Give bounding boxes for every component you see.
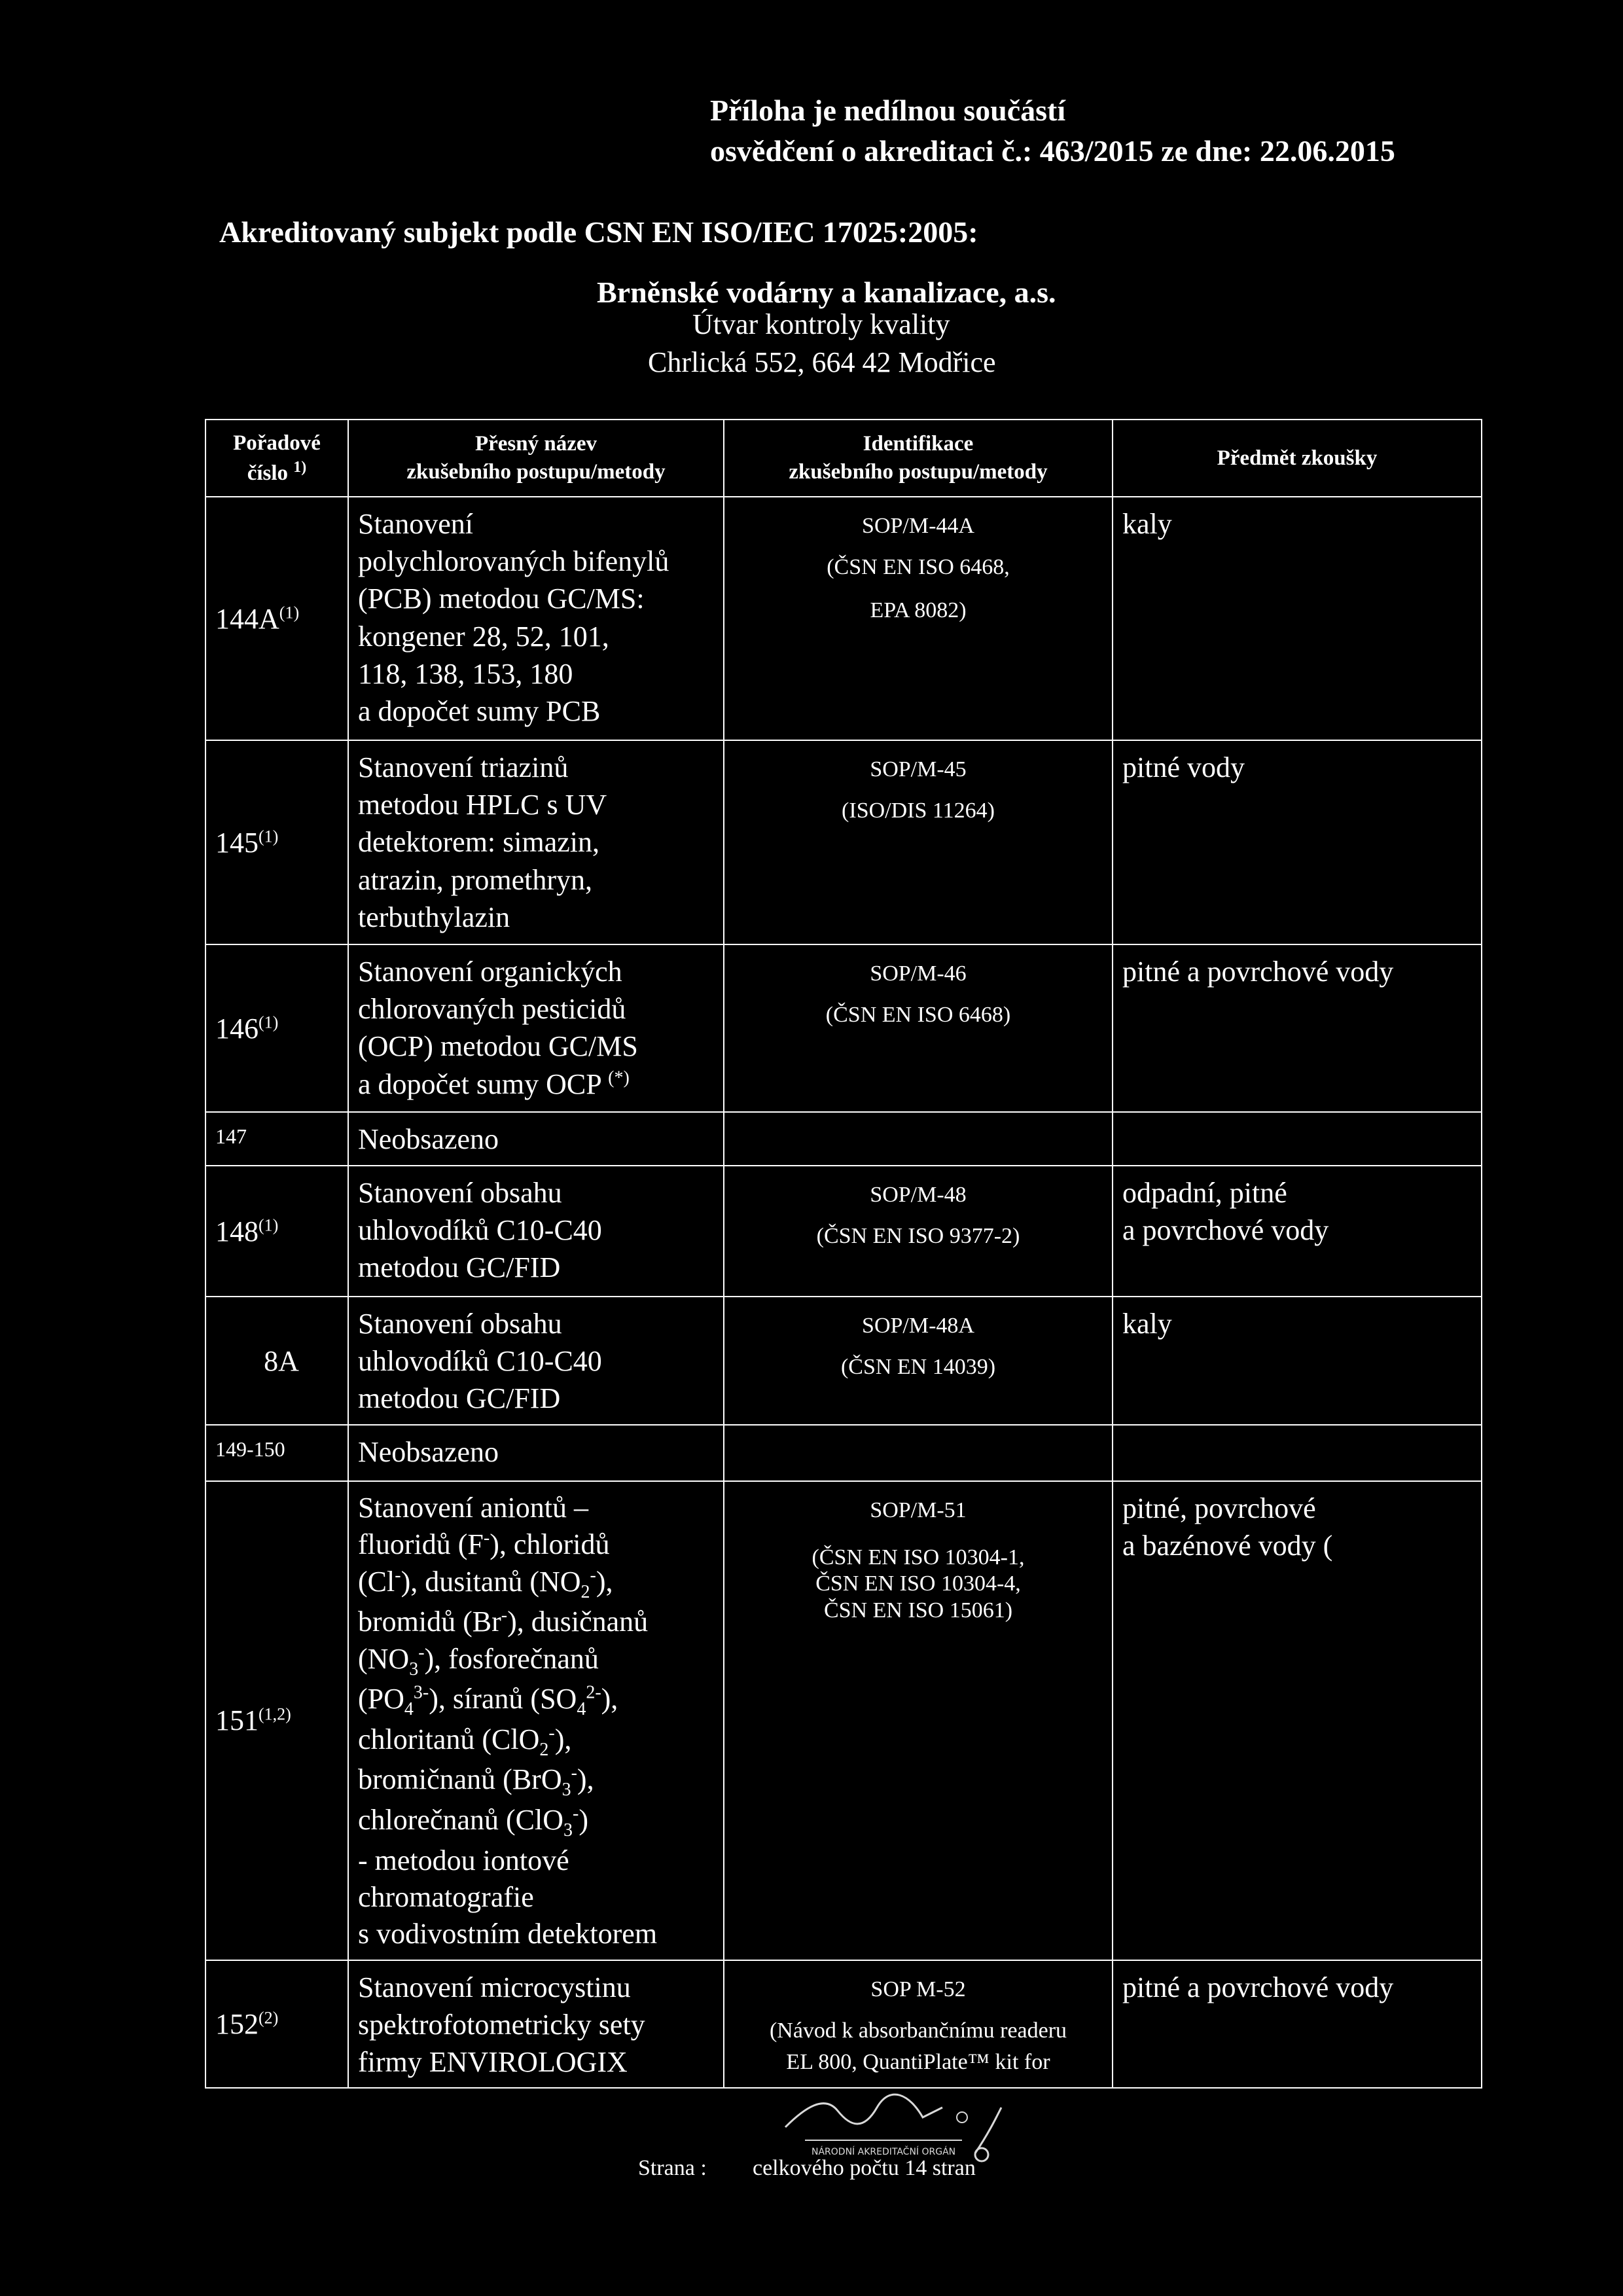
row-number: [205, 740, 348, 944]
method-id: [724, 497, 1113, 740]
method-name-line: [358, 1721, 717, 1762]
header-method-name-line1: Přesný název: [474, 432, 597, 456]
row-number: [205, 1166, 348, 1297]
method-name: [348, 740, 724, 944]
test-subject-line: a bazénové vody (: [1122, 1530, 1333, 1562]
method-id: [724, 1166, 1113, 1297]
method-name-line: chromatografie: [358, 1881, 534, 1913]
method-id-line: EL 800, QuantiPlate™ kit for: [786, 2049, 1050, 2074]
row-number-text: 147: [215, 1124, 247, 1148]
charge-sup: -: [548, 1723, 555, 1744]
method-name-line: Stanovení aniontů –: [358, 1492, 588, 1524]
test-subject-line: pitné, povrchové: [1122, 1492, 1316, 1524]
test-subject: [1113, 740, 1482, 944]
text-run: (NO: [358, 1642, 410, 1675]
index-sub: 3: [409, 1659, 419, 1679]
header-method-id: [724, 420, 1113, 497]
header-subject-label: Předmět zkoušky: [1217, 446, 1378, 470]
method-name: [348, 1481, 724, 1960]
test-subject-text: kaly: [1122, 508, 1172, 540]
row-number-text: 144A: [215, 602, 279, 635]
method-id-line: SOP/M-45: [870, 757, 967, 781]
method-id-line: (ČSN EN ISO 9377-2): [816, 1223, 1020, 1248]
test-subject: [1113, 1425, 1482, 1481]
annex-line-2: osvědčení o akreditaci č.: 463/2015 ze dne: 22.06.2015: [710, 134, 1395, 168]
header-method-id-line2: zkušebního postupu/metody: [789, 460, 1048, 484]
table-row: [205, 497, 1482, 740]
method-id-line: SOP/M-46: [870, 961, 967, 986]
header-method-name: [348, 420, 724, 497]
method-name-line: Neobsazeno: [358, 1436, 499, 1468]
method-name-line: [358, 1526, 717, 1563]
method-name-line: [358, 1761, 717, 1802]
method-id-line: SOP/M-44A: [862, 514, 974, 538]
test-subject: [1113, 1112, 1482, 1166]
row-number-footnote: (1): [259, 826, 279, 846]
method-name-line: metodou HPLC s UV: [358, 789, 607, 821]
table-row: [205, 740, 1482, 944]
method-name-line: s vodivostním detektorem: [358, 1918, 658, 1950]
method-name-line: Stanovení organických: [358, 956, 622, 988]
method-name: [348, 1297, 724, 1425]
text-run: ),: [601, 1683, 618, 1715]
method-name-line: (OCP) metodou GC/MS: [358, 1030, 638, 1063]
row-number-footnote: (1): [259, 1215, 279, 1234]
text-run: bromidů (Br: [358, 1605, 501, 1638]
method-id-line: (Návod k absorbančnímu readeru: [769, 2018, 1067, 2043]
method-id: [724, 1112, 1113, 1166]
test-subject: [1113, 497, 1482, 740]
method-name-line: terbuthylazin: [358, 901, 510, 933]
method-name-line: firmy ENVIROLOGIX: [358, 2046, 628, 2078]
method-name-line: metodou GC/FID: [358, 1251, 561, 1284]
index-sub: 2: [580, 1581, 590, 1602]
method-name: [348, 1112, 724, 1166]
annex-line-1: Příloha je nedílnou součástí: [710, 94, 1066, 127]
text-run: chlorečnanů (ClO: [358, 1804, 563, 1837]
method-name-line: [358, 1681, 717, 1721]
row-number-text: 8A: [264, 1344, 299, 1377]
method-id-line: SOP M-52: [870, 1977, 966, 2001]
method-name-line: spektrofotometricky sety: [358, 2008, 645, 2041]
test-subject-text: kaly: [1122, 1308, 1172, 1340]
charge-sup: 2-: [586, 1682, 601, 1703]
method-name-line: polychlorovaných bifenylů: [358, 545, 669, 578]
company-address: Chrlická 552, 664 42 Modřice: [648, 346, 996, 378]
row-number-text: 151: [215, 1704, 259, 1737]
method-name-line: Stanovení obsahu: [358, 1308, 562, 1340]
text-run: ),: [554, 1723, 572, 1755]
row-number: [205, 1297, 348, 1425]
index-sub: 3: [563, 1820, 573, 1840]
method-id: [724, 944, 1113, 1112]
text-run: ), chloridů: [490, 1528, 610, 1561]
text-run: ), dusitanů (NO: [401, 1565, 581, 1598]
method-id-line: (ČSN EN ISO 6468): [825, 1002, 1011, 1027]
text-run: chloritanů (ClO: [358, 1723, 540, 1755]
row-number-text: 145: [215, 826, 259, 859]
method-name-line: uhlovodíků C10-C40: [358, 1345, 602, 1378]
method-name-line: [358, 1604, 717, 1640]
method-id: [724, 740, 1113, 944]
table-row: [205, 1960, 1482, 2089]
charge-sup: -: [483, 1528, 490, 1549]
method-id: [724, 1297, 1113, 1425]
row-number: [205, 1481, 348, 1960]
page-total-label: celkového počtu 14 stran: [753, 2156, 976, 2180]
table-header-row: [205, 420, 1482, 497]
method-name-line: (PCB) metodou GC/MS:: [358, 583, 645, 615]
method-id: [724, 1481, 1113, 1960]
test-subject: [1113, 944, 1482, 1112]
charge-sup: -: [573, 1803, 579, 1824]
accreditation-line: Akreditovaný subjekt podle CSN EN ISO/IEC 17025:2005:: [219, 215, 978, 249]
table-row: [205, 1425, 1482, 1481]
methods-table: [205, 419, 1482, 2089]
text-run: ), dusičnanů: [507, 1605, 649, 1638]
method-id-line: SOP/M-48A: [862, 1314, 974, 1338]
company-name: Brněnské vodárny a kanalizace, a.s.: [597, 276, 1056, 309]
method-name-line: Stanovení triazinů: [358, 751, 569, 783]
row-number: [205, 1112, 348, 1166]
method-name-line: Neobsazeno: [358, 1123, 499, 1155]
row-number-text: 146: [215, 1012, 259, 1045]
row-number: [205, 497, 348, 740]
table-row: [205, 944, 1482, 1112]
page-number-label: Strana :: [638, 2156, 707, 2180]
text-run: ),: [577, 1763, 594, 1796]
test-subject-line: odpadní, pitné: [1122, 1177, 1287, 1209]
charge-sup: -: [418, 1641, 425, 1662]
test-subject: [1113, 1960, 1482, 2089]
method-name: [348, 497, 724, 740]
text-run: (PO: [358, 1683, 404, 1715]
text-run: bromičnanů (BrO: [358, 1763, 562, 1796]
charge-sup: -: [501, 1605, 508, 1626]
method-id-line: (ČSN EN 14039): [840, 1354, 996, 1379]
test-subject: [1113, 1166, 1482, 1297]
method-name-line: metodou GC/FID: [358, 1382, 561, 1415]
row-number-footnote: (1): [259, 1012, 279, 1031]
header-number: [205, 420, 348, 497]
index-sub: 3: [562, 1780, 571, 1801]
method-name: [348, 1425, 724, 1481]
method-name-line: a dopočet sumy OCP: [358, 1067, 601, 1100]
charge-sup: 3-: [413, 1682, 429, 1703]
index-sub: 4: [404, 1698, 414, 1719]
method-name-line: detektorem: simazin,: [358, 826, 599, 859]
table-row: [205, 1297, 1482, 1425]
method-id-line: (ISO/DIS 11264): [842, 798, 995, 823]
method-id-line: ČSN EN ISO 10304-4,: [815, 1571, 1021, 1596]
header-number-line2: číslo: [247, 461, 289, 485]
header-number-footnote: 1): [293, 458, 307, 476]
text-run: fluoridů (F: [358, 1528, 484, 1561]
method-id-line: EPA 8082): [870, 598, 967, 622]
index-sub: 4: [577, 1698, 586, 1719]
method-name-line: atrazin, promethryn,: [358, 863, 592, 896]
method-name: [348, 944, 724, 1112]
method-id-line: (ČSN EN ISO 6468,: [827, 554, 1010, 579]
method-name-footnote: (*): [608, 1067, 630, 1088]
row-number-footnote: (1): [279, 602, 300, 622]
text-run: ): [579, 1804, 588, 1837]
method-name-line: uhlovodíků C10-C40: [358, 1214, 602, 1247]
header-method-id-line1: Identifikace: [863, 432, 974, 456]
table-row: [205, 1166, 1482, 1297]
method-id-line: SOP/M-48: [870, 1183, 967, 1207]
method-id: [724, 1425, 1113, 1481]
table-row: [205, 1481, 1482, 1960]
test-subject-line: a povrchové vody: [1122, 1214, 1329, 1247]
row-number: [205, 1425, 348, 1481]
row-number-footnote: (2): [259, 2008, 279, 2028]
row-number: [205, 944, 348, 1112]
method-name-line: a dopočet sumy PCB: [358, 694, 601, 727]
test-subject: [1113, 1297, 1482, 1425]
header-number-line1: Pořadové: [233, 431, 321, 455]
method-name-line: chlorovaných pesticidů: [358, 993, 626, 1026]
row-number-text: 149-150: [215, 1437, 285, 1461]
method-name-line: Stanovení microcystinu: [358, 1971, 631, 2003]
method-name-line: Stanovení: [358, 508, 473, 540]
method-name-line: [358, 1564, 717, 1604]
method-name: [348, 1166, 724, 1297]
method-name-line: kongener 28, 52, 101,: [358, 620, 609, 653]
test-subject-text: pitné a povrchové vody: [1122, 1971, 1394, 2003]
row-number-footnote: (1,2): [259, 1704, 291, 1724]
text-run: ),: [596, 1565, 613, 1598]
method-id: [724, 1960, 1113, 2089]
header-subject: [1113, 420, 1482, 497]
charge-sup: -: [395, 1564, 401, 1585]
header-method-name-line2: zkušebního postupu/metody: [406, 460, 666, 484]
method-name-line: - metodou iontové: [358, 1844, 569, 1876]
method-name-line: [358, 1641, 717, 1681]
method-name-line: Stanovení obsahu: [358, 1177, 562, 1209]
method-id-line: ČSN EN ISO 15061): [823, 1598, 1013, 1623]
method-id-line: (ČSN EN ISO 10304-1,: [812, 1545, 1025, 1570]
text-run: ), fosforečnanů: [424, 1642, 599, 1675]
method-id-line: SOP/M-51: [870, 1498, 967, 1522]
text-run: ), síranů (SO: [429, 1683, 577, 1715]
method-name-line: 118, 138, 153, 180: [358, 657, 573, 690]
table-row: [205, 1112, 1482, 1166]
test-subject-text: pitné vody: [1122, 751, 1245, 783]
test-subject-text: pitné a povrchové vody: [1122, 956, 1394, 988]
row-number: [205, 1960, 348, 2089]
row-number-text: 152: [215, 2007, 259, 2040]
method-name-line: [358, 1802, 717, 1842]
method-name: [348, 1960, 724, 2089]
test-subject: [1113, 1481, 1482, 1960]
stamp-text: NÁRODNÍ AKREDITAČNÍ ORGÁN: [812, 2147, 956, 2157]
row-number-text: 148: [215, 1215, 259, 1247]
charge-sup: -: [571, 1763, 577, 1784]
charge-sup: -: [590, 1564, 596, 1585]
department-name: Útvar kontroly kvality: [692, 308, 950, 340]
index-sub: 2: [539, 1739, 549, 1760]
text-run: (Cl: [358, 1565, 395, 1598]
